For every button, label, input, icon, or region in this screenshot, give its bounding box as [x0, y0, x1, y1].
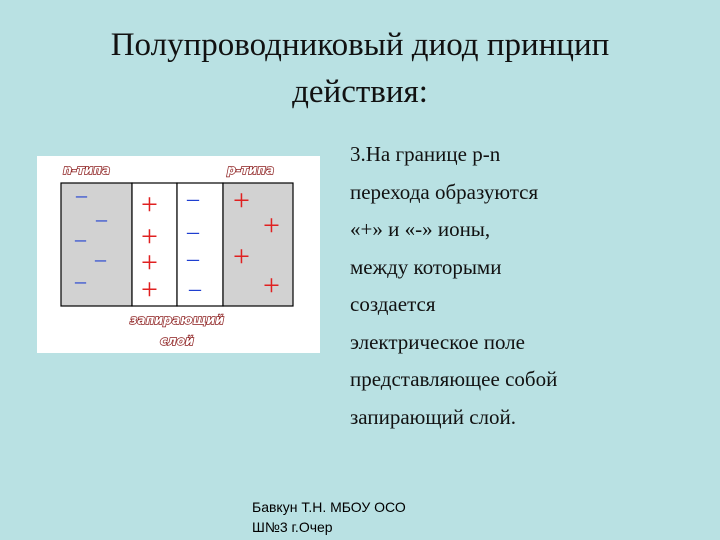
body-line: 3.На границе p-n: [350, 142, 501, 166]
body-line: представляющее собой: [350, 367, 558, 391]
pn-junction-diagram: [37, 156, 320, 353]
barrier-plus-sign: +: [141, 273, 158, 306]
author-line-2: Ш№3 г.Очер: [252, 519, 333, 535]
n-minus-sign: –: [76, 182, 87, 207]
p-plus-sign: +: [263, 209, 280, 242]
slide-body-text: [350, 136, 690, 436]
body-line: запирающий слой.: [350, 404, 517, 429]
barrier-minus-sign: –: [189, 276, 201, 302]
label-n-type: n-типа: [63, 162, 111, 177]
p-plus-sign: +: [263, 269, 280, 302]
body-line: перехода образуются: [350, 179, 539, 204]
label-p-type: p-типа: [227, 162, 275, 177]
n-minus-sign: –: [96, 206, 107, 231]
author-credit: [252, 497, 512, 537]
barrier-minus-sign: –: [187, 246, 199, 272]
n-minus-sign: –: [75, 268, 86, 293]
barrier-plus-sign: +: [141, 246, 158, 279]
body-line: «+» и «-» ионы,: [350, 217, 491, 241]
p-plus-sign: +: [233, 240, 250, 273]
barrier-plus-sign: +: [141, 188, 158, 221]
body-line: электрическое поле: [350, 329, 525, 354]
n-minus-sign: –: [95, 246, 106, 271]
label-barrier-line-2: слой: [160, 333, 194, 348]
n-minus-sign: –: [75, 226, 86, 251]
pn-junction-svg: [37, 156, 320, 353]
slide-title: [40, 22, 680, 116]
label-barrier-line-1: запирающий: [130, 312, 224, 327]
body-line: создается: [350, 292, 436, 316]
n-region: [61, 183, 132, 306]
barrier-minus-sign: –: [187, 186, 199, 212]
barrier-minus-sign: –: [187, 219, 199, 245]
barrier-plus-sign: +: [141, 220, 158, 253]
p-plus-sign: +: [233, 184, 250, 217]
author-line-1: Бавкун Т.Н. МБОУ ОСО: [252, 499, 406, 515]
slide-title-line-2: действия:: [292, 74, 428, 110]
slide-title-line-1: Полупроводниковый диод принцип: [110, 27, 610, 63]
body-line: между которыми: [350, 254, 502, 279]
